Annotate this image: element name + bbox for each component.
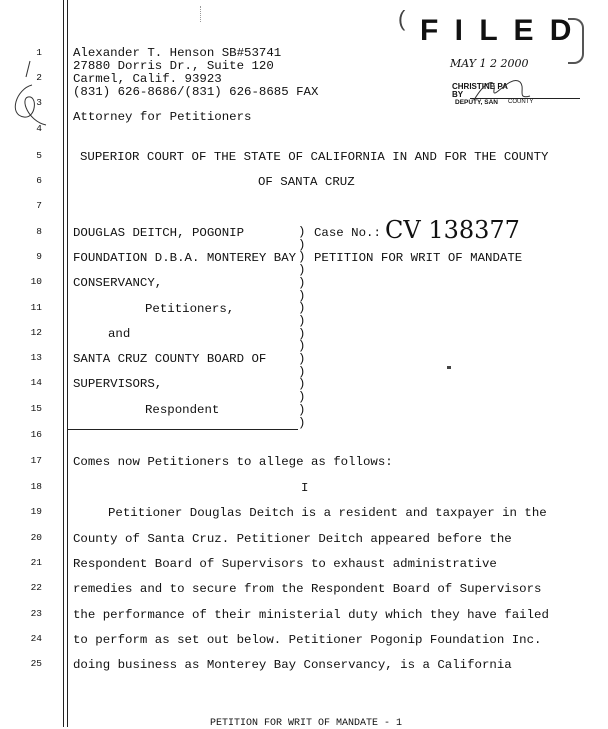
line-number: 10 — [30, 276, 42, 287]
case-number-label: Case No.: — [314, 226, 381, 240]
caption-respondent-label: Respondent — [145, 403, 220, 417]
line-number: 22 — [30, 582, 42, 593]
stray-mark — [447, 366, 451, 369]
section-heading: I — [301, 481, 309, 495]
line-number: 14 — [30, 377, 42, 388]
line-number: 16 — [30, 429, 42, 440]
attorney-role: Attorney for Petitioners — [73, 110, 252, 124]
line-number: 24 — [30, 633, 42, 644]
line-number: 2 — [36, 72, 42, 83]
stamp-clerk: CHRISTINE PA — [452, 82, 508, 91]
line-number: 9 — [36, 251, 42, 262]
line-number: 17 — [30, 455, 42, 466]
line-number: 5 — [36, 150, 42, 161]
clerk-signature-icon — [470, 70, 540, 110]
line-number: 12 — [30, 327, 42, 338]
attorney-address-line1: 27880 Dorris Dr., Suite 120 — [73, 59, 274, 73]
page-footer: PETITION FOR WRIT OF MANDATE - 1 — [210, 718, 403, 729]
caption-underline — [68, 429, 298, 430]
body-intro: Comes now Petitioners to allege as follows: — [73, 455, 393, 469]
line-number: 6 — [36, 175, 42, 186]
caption-party-line: DOUGLAS DEITCH, POGONIP — [73, 226, 245, 240]
stamp-bracket-left: ( — [398, 6, 406, 31]
body-line: Respondent Board of Supervisors to exhaust administrative — [73, 557, 497, 571]
attorney-name-bar: Alexander T. Henson SB#53741 — [73, 46, 282, 60]
line-number: 11 — [30, 302, 42, 313]
line-number: 1 — [36, 47, 42, 58]
caption-party-line: SUPERVISORS, — [73, 377, 163, 391]
case-number: CV 138377 — [385, 216, 520, 244]
line-number: 21 — [30, 557, 42, 568]
stamp-county: COUNTY — [508, 99, 534, 105]
margin-scribble-icon — [2, 55, 57, 135]
line-number: 20 — [30, 532, 42, 543]
body-line: County of Santa Cruz. Petitioner Deitch appeared before the — [73, 532, 512, 546]
left-margin-rule-1 — [63, 0, 64, 727]
line-number: 3 — [36, 97, 42, 108]
top-mark — [200, 6, 211, 22]
body-line: remedies and to secure from the Respondent Board of Supervisors — [73, 582, 542, 596]
body-line: Petitioner Douglas Deitch is a resident and taxpayer in the — [108, 506, 547, 520]
line-number: 19 — [30, 506, 42, 517]
attorney-phone: (831) 626-8686/(831) 626-8685 FAX — [73, 85, 319, 99]
body-line: to perform as set out below. Petitioner Pogonip Foundation Inc. — [73, 633, 542, 647]
stamp-bracket-right — [568, 18, 584, 64]
caption-petitioners-label: Petitioners, — [145, 302, 235, 316]
line-number: 4 — [36, 123, 42, 134]
line-number: 7 — [36, 200, 42, 211]
line-number: 18 — [30, 481, 42, 492]
caption-and: and — [108, 327, 131, 341]
stamp-filed-text: F I L E D — [420, 14, 576, 47]
line-number: 25 — [30, 658, 42, 669]
line-number: 13 — [30, 352, 42, 363]
stamp-deputy: DEPUTY, SAN — [455, 99, 498, 106]
line-number: 23 — [30, 608, 42, 619]
caption-party-line: CONSERVANCY, — [73, 276, 163, 290]
left-margin-rule-2 — [67, 0, 68, 727]
stamp-date: MAY 1 2 2000 — [450, 57, 529, 70]
body-line: the performance of their ministerial duty which they have failed — [73, 608, 549, 622]
caption-party-line: SANTA CRUZ COUNTY BOARD OF — [73, 352, 267, 366]
document-title: PETITION FOR WRIT OF MANDATE — [314, 251, 523, 265]
stamp-by: BY — [452, 90, 464, 99]
caption-party-line: FOUNDATION D.B.A. MONTEREY BAY — [73, 251, 297, 265]
caption-paren-column: ) ) ) ) ) ) ) ) ) ) ) ) ) ) ) ) — [298, 225, 306, 430]
line-number: 8 — [36, 226, 42, 237]
court-heading-line1: SUPERIOR COURT OF THE STATE OF CALIFORNIA IN AND FOR THE COUNTY — [80, 150, 549, 164]
line-number: 15 — [30, 403, 42, 414]
court-heading-line2: OF SANTA CRUZ — [258, 175, 355, 189]
attorney-address-line2: Carmel, Calif. 93923 — [73, 72, 222, 86]
body-line: doing business as Monterey Bay Conservancy, is a California — [73, 658, 512, 672]
